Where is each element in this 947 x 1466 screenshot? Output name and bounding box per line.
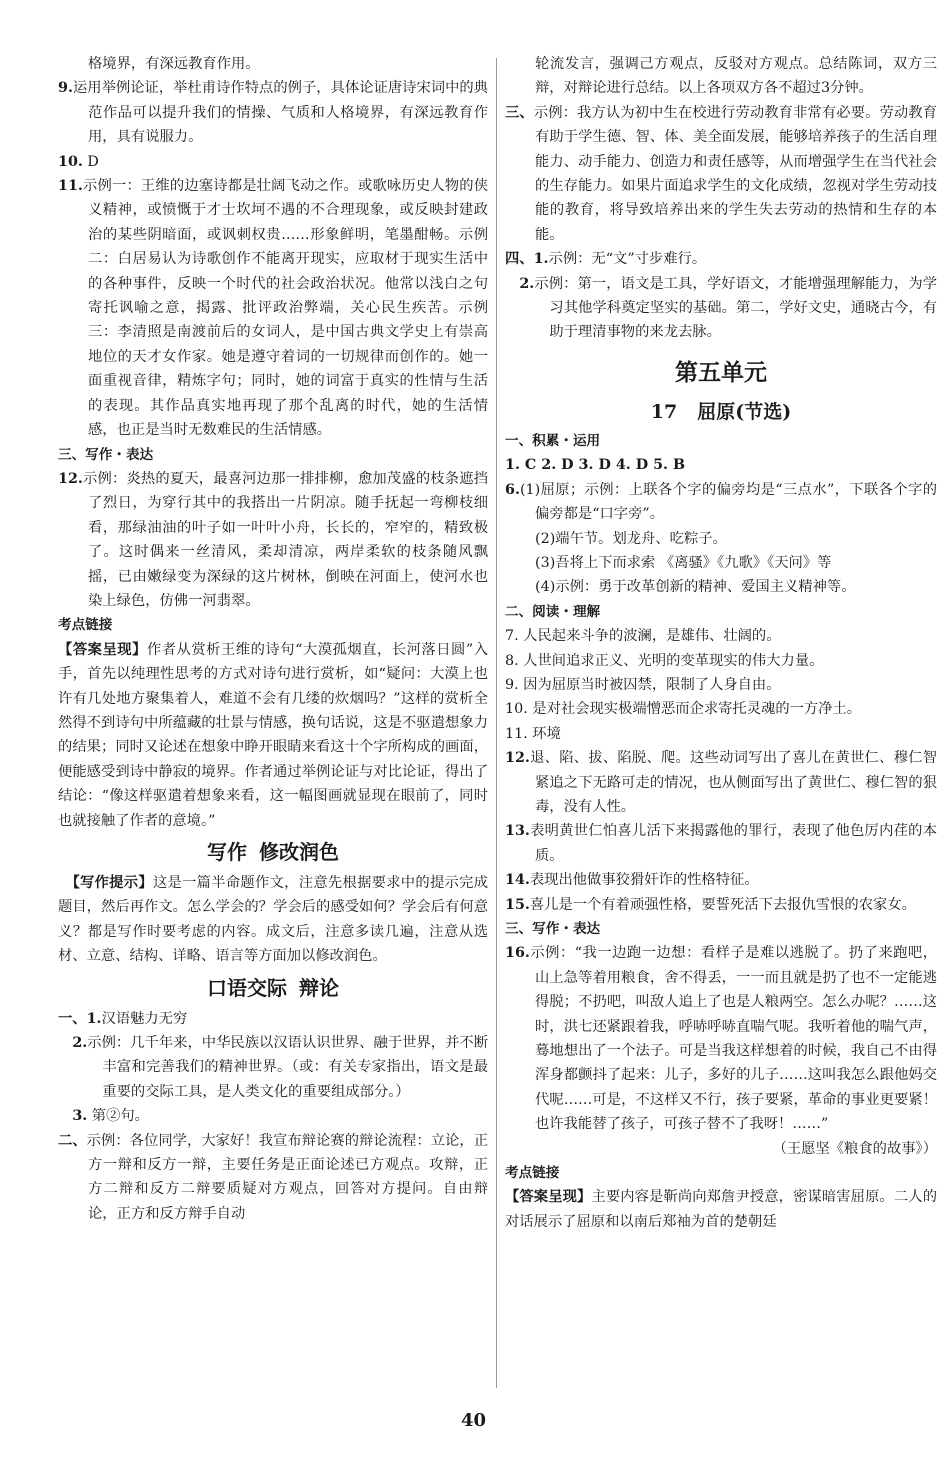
answer-6-3: (3)吾将上下而求索 《离骚》《九歌》《天问》等: [535, 554, 832, 571]
answer-number: 9.: [58, 80, 73, 97]
writing-tip-label: 【写作提示】: [72, 875, 153, 891]
answer-number: 三、: [505, 104, 534, 121]
answer-6-2: (2)端午节。划龙舟、吃粽子。: [535, 530, 727, 547]
continuation-line: 格境界，有深远教育作用。: [88, 56, 260, 72]
answer-text: 示例：几千年来，中华民族以汉语认识世界、融于世界，并不断丰富和完善我们的精神世界。（或：有关专家指出，语文是最重要的交际工具，是人类文化的重要组成部分。）: [87, 1035, 488, 1100]
section-heading: 一、积累・运用: [505, 432, 601, 449]
answer-text: 示例：“我一边跑一边想：看样子是难以逃脱了。扔了来跑吧，山上急等着用粮食，舍不得丢，一一而且就是扔了也不一定能逃得脱；不扔吧，叫敌人追上了也是人粮两空。怎么办呢？……这时，洪七还紧跟着我，呼哧呼哧直喘气呢。我听着他的喘气声，蓦地想出了一个法子。可是当我这样想着的时候，我自己不由得浑身都颤抖了起来：儿子，多好的儿子……这叫我怎么跟他妈交代呢……可是，不这样又不行，孩子要紧，革命的事业更要紧！也许我能替了孩子，可孩子替不了我呀！……”: [529, 945, 937, 1133]
oral-title-a: 口语交际: [207, 975, 287, 1000]
answer-8: 8. 人世间追求正义、光明的变革现实的伟大力量。: [505, 652, 824, 669]
section-heading: 二、阅读・理解: [505, 603, 601, 620]
answer-13: [505, 819, 937, 868]
answer-number: 四、1.: [505, 251, 549, 268]
writing-tip-text: 这是一篇半命题作文，注意先根据要求中的提示完成题目，然后再作文。怎么学会的？学会后的感受如何？学会后有何意义？都是写作时要考虑的内容。成文后，注意多读几遍，注意从选材、立意、结构、详略、语言等方面加以修改润色。: [58, 875, 489, 965]
writing-title-a: 写作: [207, 840, 247, 864]
right-column: [505, 52, 937, 1234]
oral-answer-section-4: [505, 247, 937, 271]
oral-answer-section-2: [58, 1129, 488, 1227]
answer-text: 示例：我方认为初中生在校进行劳动教育非常有必要。劳动教育有助于学生德、智、体、美全面发展，能够培养孩子的生活自理能力、动手能力、创造力和责任感等，从而增强学生在当代社会的生存能力。如果片面追求学生的文化成绩，忽视对学生劳动技能的教育，将导致培养出来的学生失去劳动的热情和生存的本能。: [533, 104, 938, 243]
answer-label: 【答案呈现】: [505, 1189, 592, 1206]
writing-title-b: 修改润色: [259, 840, 339, 864]
answer-7: 7. 人民起来斗争的波澜，是雄伟、壮阔的。: [505, 628, 781, 645]
answer-number: 13.: [505, 823, 530, 840]
answer-6: [505, 478, 937, 527]
answer-number: 14.: [505, 872, 530, 889]
oral-answer-section-4-2: [505, 272, 937, 345]
answer-text: 示例：第一，语文是工具，学好语文，才能增强理解能力，为学习其他学科奠定坚实的基础。第二，学好文史，通晓古今，有助于理清事物的来龙去脉。: [534, 275, 937, 341]
writing-tip: [58, 871, 488, 969]
answer-10: 10. 是对社会现实极端憎恶而企求寄托灵魂的一方净土。: [505, 701, 862, 718]
answer-text: 表明黄世仁怕喜儿活下来揭露他的罪行，表现了他色厉内荏的本质。: [529, 823, 937, 864]
section-heading: 三、写作・表达: [505, 921, 601, 937]
answer-text: 运用举例论证，举杜甫诗作特点的例子，具体论证唐诗宋词中的典范作品可以提升我们的情操、气质和人格境界，有深远教育作用，具有说服力。: [72, 80, 488, 146]
answer-number: 16.: [505, 945, 530, 962]
answer-text: 示例一：王维的边塞诗都是壮阔飞动之作。或歌咏历史人物的侠义精神，或愤慨于才士坎坷不遇的不合理现象，或反映封建政治的某些阴暗面，或讽刺权贵……形象鲜明，笔墨酣畅。示例二：白居易认为诗歌创作不能离开现实，应取材于现实生活中的各种事件，反映一个时代的社会政治状况。他常以浅白之句寄托讽喻之意，揭露、批评政治弊端，关心民生疾苦。示例三：李清照是南渡前后的女词人，是中国古典文学史上有崇高地位的天才女作家。她是遵守着词的一切规律而创作的。她一面重视音律，精炼字句；同时，她的词富于真实的性情与生活的表现。其作品真实地再现了那个乱离的时代，她的生活情感，也正是当时无数难民的生活情感。: [82, 178, 488, 439]
answer-number: 11.: [58, 178, 83, 195]
key-point-link-heading: 考点链接: [58, 617, 113, 634]
answer-11: [58, 174, 488, 442]
answer-text: 喜儿是一个有着顽强性格，要誓死活下去报仇雪恨的农家女。: [529, 896, 916, 913]
answer-label: 【答案呈现】: [58, 641, 147, 658]
answer-number: 3.: [72, 1108, 88, 1125]
key-point-link-heading: 考点链接: [505, 1165, 560, 1182]
page-number: 40: [460, 1410, 487, 1431]
answer-12: [505, 746, 937, 819]
answer-9: [58, 76, 488, 149]
answer-presentation: [505, 1185, 937, 1234]
answer-number: 二、: [58, 1132, 87, 1149]
answer-14: [505, 868, 937, 892]
answer-presentation-text: 主要内容是靳尚向郑詹尹授意，密谋暗害屈原。二人的对话展示了屈原和以南后郑袖为首的楚朝廷: [505, 1189, 937, 1230]
writing-title: [58, 835, 488, 869]
answer-number: 2.: [519, 275, 535, 292]
answer-number: 10.: [58, 153, 83, 170]
section-heading: 三、写作・表达: [58, 446, 154, 463]
answer-text: 表现出他做事狡猾奸诈的性格特征。: [529, 872, 759, 889]
answer-text: 退、陷、拔、陷脱、爬。这些动词写出了喜儿在黄世仁、穆仁智紧追之下无路可走的情况，也从侧面写出了黄世仁、穆仁智的狠毒，没有人性。: [529, 750, 937, 815]
answer-10: [58, 150, 488, 174]
source-citation: （王愿坚《粮食的故事》）: [772, 1140, 937, 1157]
answer-number: 12.: [505, 750, 530, 767]
unit-title: 第五单元: [675, 358, 767, 386]
oral-answer-section-3: [505, 101, 937, 247]
answer-text: (1)屈原；示例：上联各个字的偏旁均是“三点水”，下联各个字的偏旁都是“口字旁”。: [519, 481, 937, 523]
column-divider: [496, 58, 497, 1388]
answer-number: 15.: [505, 896, 530, 913]
lesson-name: 屈原(节选): [697, 400, 792, 423]
answer-text: D: [87, 153, 99, 170]
answer-text: 示例：炎热的夏天，最喜河边那一排排柳，愈加茂盛的枝条遮挡了烈日，为穿行其中的我搭出一片阴凉。随手抚起一弯柳枝细看，那绿油油的叶子如一叶叶小舟，长长的，窄窄的，精致极了。这时偶来一丝清风，柔却清凉，两岸柔软的枝条随风飘摇，已由嫩绿变为深绿的这片树林，倒映在河面上，使河水也染上绿色，仿佛一河翡翠。: [82, 470, 488, 609]
oral-answer-2: [58, 1031, 488, 1104]
answer-presentation-text: 作者从赏析王维的诗句“大漠孤烟直，长河落日圆”入手，首先以纯理性思考的方式对诗句进行赏析，如“疑问：大漠上也许有几处地方聚集着人，难道不会有几缕的炊烟吗？”这样的赏析全然得不到诗句中所蕴藏的壮景与情感，换句话说，这是不驱遣想象力的结果；同时又论述在想象中睁开眼睛来看这十个字所构成的画面，便能感受到诗中静寂的境界。作者通过举例论证与对比论证，得出了结论：“像这样驱遣着想象来看，这一幅图画就显现在眼前了，同时也就接触了作者的意境。”: [58, 641, 488, 829]
answer-presentation: [58, 638, 488, 833]
answer-9: 9. 因为屈原当时被囚禁，限制了人身自由。: [505, 676, 781, 693]
answer-text: 第②句。: [91, 1108, 149, 1125]
oral-answer-1: [58, 1007, 488, 1031]
answer-12: [58, 467, 488, 613]
answer-text: 汉语魅力无穷: [101, 1010, 188, 1027]
answer-16: [505, 941, 937, 1136]
oral-title-b: 辩论: [299, 975, 339, 1000]
answers-1-5: 1. C 2. D 3. D 4. D 5. B: [505, 457, 686, 474]
answer-11: 11. 环境: [505, 725, 561, 742]
answer-text: 示例：无“文”寸步难行。: [548, 251, 707, 268]
lesson-number: 17: [650, 400, 678, 423]
answer-number: 6.: [505, 481, 520, 498]
answer-6-4: (4)示例：勇于改革创新的精神、爱国主义精神等。: [535, 579, 856, 596]
oral-communication-title: [58, 971, 488, 1005]
answer-number: 一、1.: [58, 1010, 102, 1027]
answer-text: 示例：各位同学，大家好！我宣布辩论赛的辩论流程：立论，正方一辩和反方一辩，主要任务是正面论述已方观点。攻辩，正方二辩和反方二辩要质疑对方观点，回答对方提问。自由辩论，正方和反方辩手自动: [86, 1132, 488, 1222]
lesson-title: [505, 395, 937, 429]
answer-number: 12.: [58, 470, 83, 487]
answer-number: 2.: [72, 1035, 88, 1052]
oral-answer-3: [58, 1104, 488, 1128]
left-column: [58, 52, 488, 1226]
answer-15: [505, 893, 937, 917]
continuation-text: 轮流发言，强调己方观点，反驳对方观点。总结陈词，双方三辩，对辩论进行总结。以上各项双方各不超过3分钟。: [535, 56, 937, 97]
